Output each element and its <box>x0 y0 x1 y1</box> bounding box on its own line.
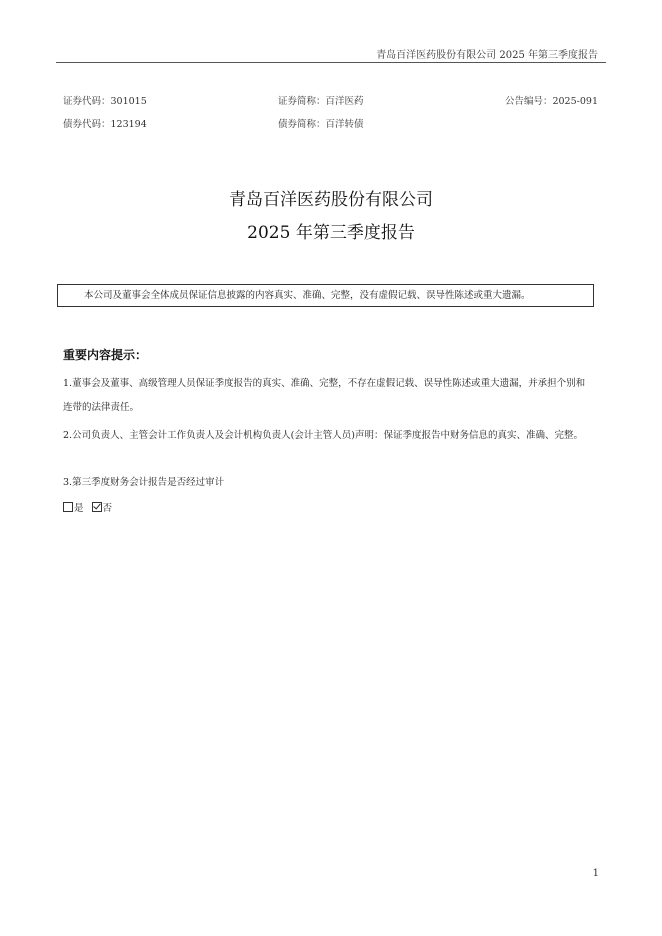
tip-item-1: 1.董事会及董事、高级管理人员保证季度报告的真实、准确、完整，不存在虚假记载、误导性陈述或重大遗漏，并承担个别和连带的法律责任。 <box>63 378 586 413</box>
report-title: 2025 年第三季度报告 <box>247 223 415 243</box>
audit-answer-row <box>63 500 112 518</box>
tip-item-3: 3.第三季度财务会计报告是否经过审计 <box>63 477 225 488</box>
important-tips-heading: 重要内容提示： <box>63 348 148 362</box>
running-header: 青岛百洋医药股份有限公司 2025 年第三季度报告 <box>376 50 598 61</box>
company-name-title: 青岛百洋医药股份有限公司 <box>229 190 433 210</box>
option-yes-label: 是 <box>74 503 84 514</box>
announcement-number: 公告编号：2025-091 <box>504 96 598 107</box>
stock-abbreviation: 证券简称：百洋医药 <box>278 96 364 107</box>
tip-item-2: 2.公司负责人、主管会计工作负责人及会计机构负责人(会计主管人员)声明：保证季度报告中财务信息的真实、准确、完整。 <box>63 430 583 441</box>
disclosure-notice-box <box>57 284 594 307</box>
header-divider <box>56 62 606 63</box>
disclosure-notice-text: 本公司及董事会全体成员保证信息披露的内容真实、准确、完整，没有虚假记载、误导性陈述或重大遗漏。 <box>84 290 531 301</box>
stock-code: 证券代码：301015 <box>63 96 147 107</box>
checkbox-yes-icon <box>63 502 73 512</box>
option-no-label: 否 <box>102 503 113 514</box>
bond-code: 债券代码：123194 <box>63 119 147 130</box>
page-number: 1 <box>592 868 599 879</box>
bond-abbreviation: 债券简称：百洋转债 <box>278 119 364 130</box>
checkbox-no-checked-icon <box>92 502 102 512</box>
